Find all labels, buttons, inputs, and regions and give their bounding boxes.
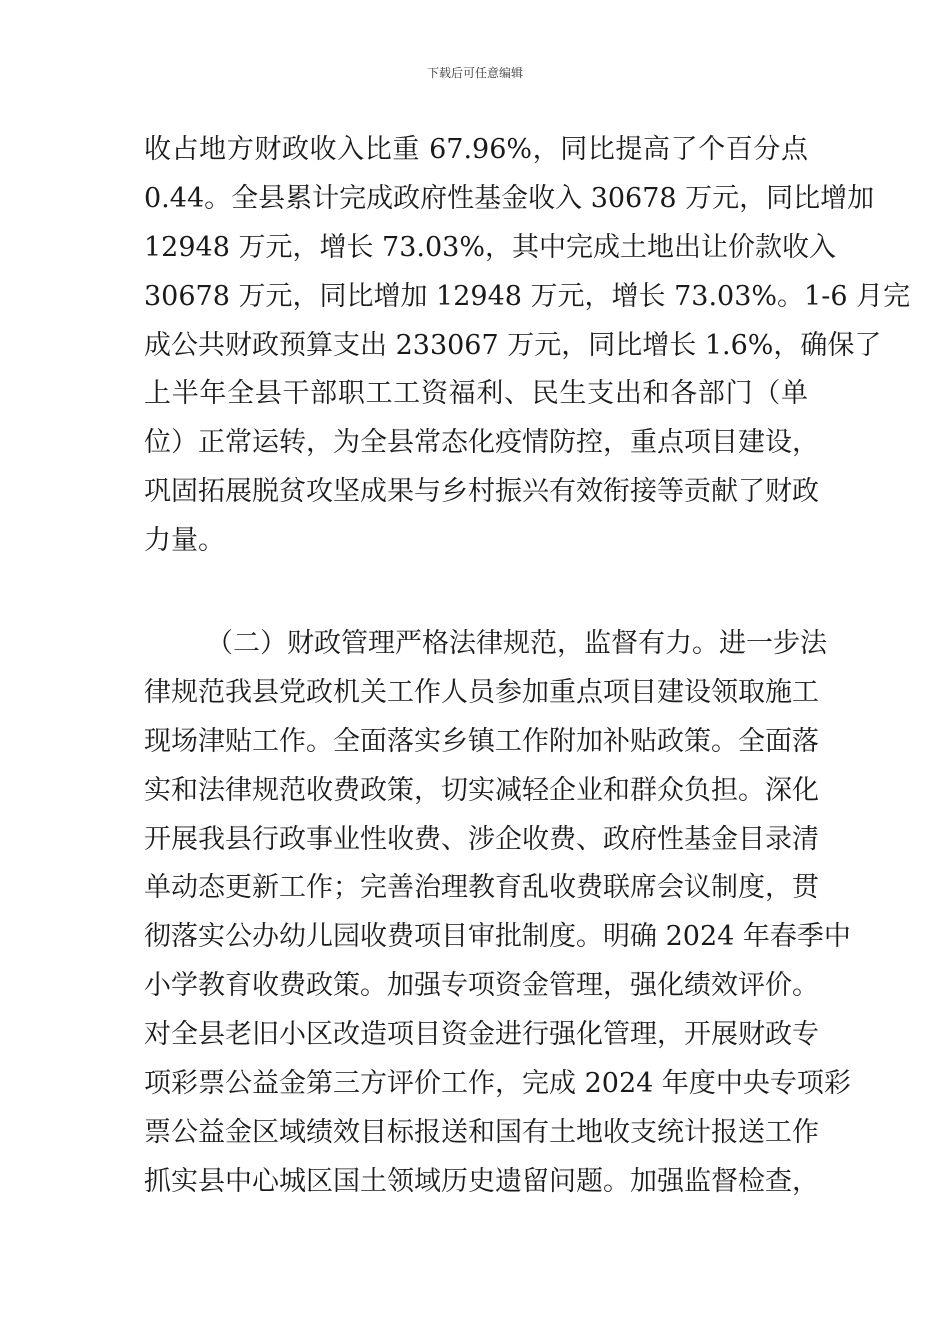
paragraph-line: 12948 万元，增长 73.03%，其中完成土地出让价款收入 bbox=[144, 231, 837, 263]
paragraph-line: 律规范我县党政机关工作人员参加重点项目建设领取施工 bbox=[144, 676, 819, 708]
paragraph-revenue-summary bbox=[144, 126, 911, 566]
paragraph-line: 单动态更新工作；完善治理教育乱收费联席会议制度，贯 bbox=[144, 872, 819, 904]
paragraph-line: 现场津贴工作。全面落实乡镇工作附加补贴政策。全面落 bbox=[144, 725, 819, 757]
paragraph-line: 位）正常运转，为全县常态化疫情防控，重点项目建设， bbox=[144, 427, 819, 459]
paragraph-line: 上半年全县干部职工工资福利、民生支出和各部门（单 bbox=[144, 378, 808, 410]
paragraph-line: 票公益金区域绩效目标报送和国有土地收支统计报送工作 bbox=[144, 1116, 819, 1148]
paragraph-line: 抓实县中心城区国土领域历史遗留问题。加强监督检查， bbox=[144, 1165, 819, 1197]
paragraph-line: 彻落实公办幼儿园收费项目审批制度。明确 2024 年春季中 bbox=[144, 921, 851, 953]
paragraph-line: 0.44。全县累计完成政府性基金收入 30678 万元，同比增加 bbox=[144, 182, 875, 214]
paragraph-line: 成公共财政预算支出 233067 万元，同比增长 1.6%，确保了 bbox=[144, 329, 882, 361]
paragraph-fiscal-management bbox=[144, 620, 851, 1207]
paragraph-line: 巩固拓展脱贫攻坚成果与乡村振兴有效衔接等贡献了财政 bbox=[144, 476, 819, 508]
paragraph-line: 项彩票公益金第三方评价工作，完成 2024 年度中央专项彩 bbox=[144, 1068, 851, 1100]
paragraph-line: 30678 万元，同比增加 12948 万元，增长 73.03%。1-6 月完 bbox=[144, 280, 911, 312]
paragraph-line: 开展我县行政事业性收费、涉企收费、政府性基金目录清 bbox=[144, 823, 819, 855]
paragraph-line: 小学教育收费政策。加强专项资金管理，强化绩效评价。 bbox=[144, 970, 819, 1002]
paragraph-line: 收占地方财政收入比重 67.96%，同比提高了个百分点 bbox=[144, 134, 808, 165]
paragraph-line: 实和法律规范收费政策，切实减轻企业和群众负担。深化 bbox=[144, 774, 819, 806]
paragraph-line: （二）财政管理严格法律规范，监督有力。进一步法 bbox=[206, 628, 827, 659]
page-header: 下载后可任意编辑 bbox=[426, 66, 523, 80]
paragraph-line: 力量。 bbox=[144, 525, 225, 557]
paragraph-line: 对全县老旧小区改造项目资金进行强化管理，开展财政专 bbox=[144, 1019, 819, 1051]
